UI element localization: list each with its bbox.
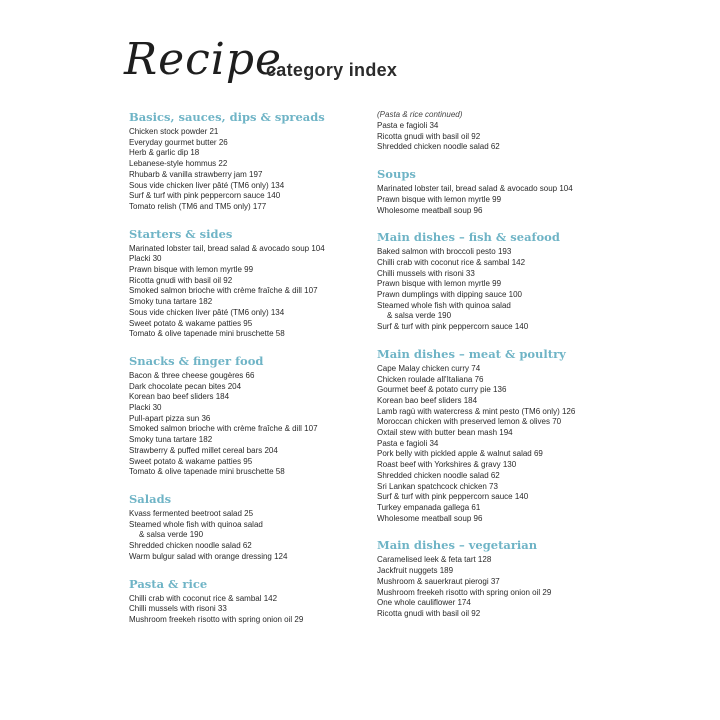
section-heading: Soups <box>377 167 416 182</box>
recipe-entry: Placki 30 <box>129 254 162 264</box>
section-pasta-rice <box>129 577 391 626</box>
section-heading: Pasta & rice <box>129 576 208 591</box>
section-pasta-rice-continued <box>377 110 627 153</box>
recipe-entry: Placki 30 <box>129 403 162 413</box>
recipe-entry: Marinated lobster tail, bread salad & avocado soup 104 <box>129 243 325 253</box>
recipe-entry: Cape Malay chicken curry 74 <box>377 363 481 373</box>
recipe-entry: Mushroom freekeh risotto with spring onion oil 29 <box>377 587 552 597</box>
recipe-entry: Tomato & olive tapenade mini bruschette 58 <box>129 329 285 339</box>
recipe-entry: Lebanese-style hommus 22 <box>129 159 228 169</box>
recipe-entry: Turkey empanada gallega 61 <box>377 502 481 512</box>
recipe-entry: Pasta e fagioli 34 <box>377 121 439 130</box>
section-heading: Salads <box>129 491 172 506</box>
section-soups <box>377 167 627 216</box>
section-heading: Basics, sauces, dips & spreads <box>129 110 325 124</box>
recipe-entry: Sous vide chicken liver pâté (TM6 only) 134 <box>129 307 285 317</box>
section-heading: Snacks & finger food <box>129 353 264 368</box>
continuation-note: (Pasta & rice continued) <box>377 110 463 119</box>
recipe-entry: Surf & turf with pink peppercorn sauce 140 <box>129 191 281 201</box>
recipe-entry: One whole cauliflower 174 <box>377 598 471 608</box>
section-snacks-finger-food <box>129 354 391 478</box>
recipe-entry: Smoked salmon brioche with crème fraîche & dill 107 <box>129 424 318 434</box>
recipe-entry: Surf & turf with pink peppercorn sauce 140 <box>377 492 529 502</box>
section-basics-sauces-dips-spreads <box>129 110 391 213</box>
right-column <box>377 110 627 634</box>
recipe-entry: Warm bulgur salad with orange dressing 124 <box>129 551 288 561</box>
recipe-entry: Dark chocolate pecan bites 204 <box>129 381 242 391</box>
recipe-entry: Bacon & three cheese gougères 66 <box>129 370 255 380</box>
section-main-dishes-vegetarian <box>377 538 627 619</box>
section-starters-sides <box>129 227 391 340</box>
section-main-dishes-meat-poultry <box>377 347 627 525</box>
recipe-list <box>129 509 391 563</box>
recipe-entry: Everyday gourmet butter 26 <box>129 137 228 147</box>
recipe-entry: Ricotta gnudi with basil oil 92 <box>377 131 481 141</box>
section-heading: Starters & sides <box>129 226 233 241</box>
recipe-entry: Prawn dumplings with dipping sauce 100 <box>377 290 522 300</box>
recipe-entry: Wholesome meatball soup 96 <box>377 205 483 215</box>
recipe-entry: Baked salmon with broccoli pesto 193 <box>377 247 512 257</box>
page-title-script: Recipe <box>124 34 283 85</box>
recipe-entry: Tomato relish (TM6 and TM5 only) 177 <box>129 201 267 211</box>
recipe-entry: Rhubarb & vanilla strawberry jam 197 <box>129 169 263 179</box>
recipe-entry: & salsa verde 190 <box>139 530 204 540</box>
recipe-entry: Sri Lankan spatchcock chicken 73 <box>377 481 498 491</box>
recipe-entry: & salsa verde 190 <box>387 311 452 321</box>
recipe-entry: Chilli mussels with risoni 33 <box>377 268 475 278</box>
recipe-entry: Chicken stock powder 21 <box>129 127 219 136</box>
recipe-entry: Shredded chicken noodle salad 62 <box>377 470 500 480</box>
recipe-list <box>377 184 627 216</box>
recipe-entry: Lamb ragù with watercress & mint pesto (TM6 only) 126 <box>377 406 576 416</box>
recipe-entry: Sweet potato & wakame patties 95 <box>129 456 253 466</box>
recipe-entry: Smoky tuna tartare 182 <box>129 435 213 445</box>
left-column <box>129 110 391 640</box>
recipe-entry: Mushroom freekeh risotto with spring onion oil 29 <box>129 614 304 624</box>
recipe-entry: Pull-apart pizza sun 36 <box>129 413 211 423</box>
recipe-entry: Prawn bisque with lemon myrtle 99 <box>129 265 254 275</box>
section-heading: Main dishes – vegetarian <box>377 538 538 553</box>
recipe-entry: Pasta e fagioli 34 <box>377 438 439 448</box>
recipe-entry: Jackfruit nuggets 189 <box>377 566 454 576</box>
recipe-entry: Korean bao beef sliders 184 <box>129 392 230 402</box>
recipe-entry: Roast beef with Yorkshires & gravy 130 <box>377 460 517 470</box>
section-salads <box>129 492 391 563</box>
recipe-entry: Steamed whole fish with quinoa salad <box>129 519 263 529</box>
recipe-entry: Chilli crab with coconut rice & sambal 142 <box>129 593 278 603</box>
recipe-list <box>377 364 627 525</box>
recipe-entry: Marinated lobster tail, bread salad & avocado soup 104 <box>377 184 573 194</box>
recipe-entry: Ricotta gnudi with basil oil 92 <box>129 275 233 285</box>
section-heading: Main dishes – meat & poultry <box>377 346 566 361</box>
recipe-entry: Prawn bisque with lemon myrtle 99 <box>377 279 502 289</box>
recipe-entry: Smoky tuna tartare 182 <box>129 297 213 307</box>
recipe-entry: Chilli mussels with risoni 33 <box>129 604 227 614</box>
section-heading: Main dishes – fish & seafood <box>377 230 560 245</box>
recipe-entry: Wholesome meatball soup 96 <box>377 513 483 523</box>
recipe-entry: Gourmet beef & potato curry pie 136 <box>377 385 507 395</box>
recipe-entry: Kvass fermented beetroot salad 25 <box>129 508 254 518</box>
recipe-list <box>129 594 391 626</box>
section-main-dishes-fish-seafood <box>377 230 627 333</box>
recipe-entry: Mushroom & sauerkraut pierogi 37 <box>377 576 500 586</box>
recipe-list <box>377 121 627 153</box>
recipe-entry: Tomato & olive tapenade mini bruschette 58 <box>129 467 285 477</box>
recipe-entry: Steamed whole fish with quinoa salad <box>377 300 511 310</box>
recipe-entry: Shredded chicken noodle salad 62 <box>377 142 500 152</box>
recipe-list <box>377 555 627 619</box>
recipe-entry: Smoked salmon brioche with crème fraîche & dill 107 <box>129 286 318 296</box>
recipe-entry: Pork belly with pickled apple & walnut salad 69 <box>377 449 543 459</box>
recipe-entry: Shredded chicken noodle salad 62 <box>129 541 252 551</box>
recipe-entry: Korean bao beef sliders 184 <box>377 395 478 405</box>
recipe-entry: Prawn bisque with lemon myrtle 99 <box>377 194 502 204</box>
recipe-list <box>129 371 391 478</box>
recipe-entry: Chilli crab with coconut rice & sambal 142 <box>377 257 526 267</box>
page-subtitle: category index <box>266 60 398 80</box>
recipe-entry: Chicken roulade all'Italiana 76 <box>377 374 484 384</box>
recipe-entry: Sous vide chicken liver pâté (TM6 only) 134 <box>129 180 285 190</box>
recipe-entry: Ricotta gnudi with basil oil 92 <box>377 608 481 618</box>
recipe-entry: Oxtail stew with butter bean mash 194 <box>377 428 513 438</box>
recipe-entry: Surf & turf with pink peppercorn sauce 140 <box>377 322 529 332</box>
recipe-entry: Sweet potato & wakame patties 95 <box>129 318 253 328</box>
recipe-list <box>377 247 627 333</box>
recipe-entry: Strawberry & puffed millet cereal bars 204 <box>129 445 278 455</box>
recipe-entry: Caramelised leek & feta tart 128 <box>377 555 492 565</box>
recipe-list <box>129 127 391 213</box>
recipe-entry: Moroccan chicken with preserved lemon & olives 70 <box>377 417 562 427</box>
recipe-list <box>129 244 391 340</box>
recipe-entry: Herb & garlic dip 18 <box>129 148 200 158</box>
